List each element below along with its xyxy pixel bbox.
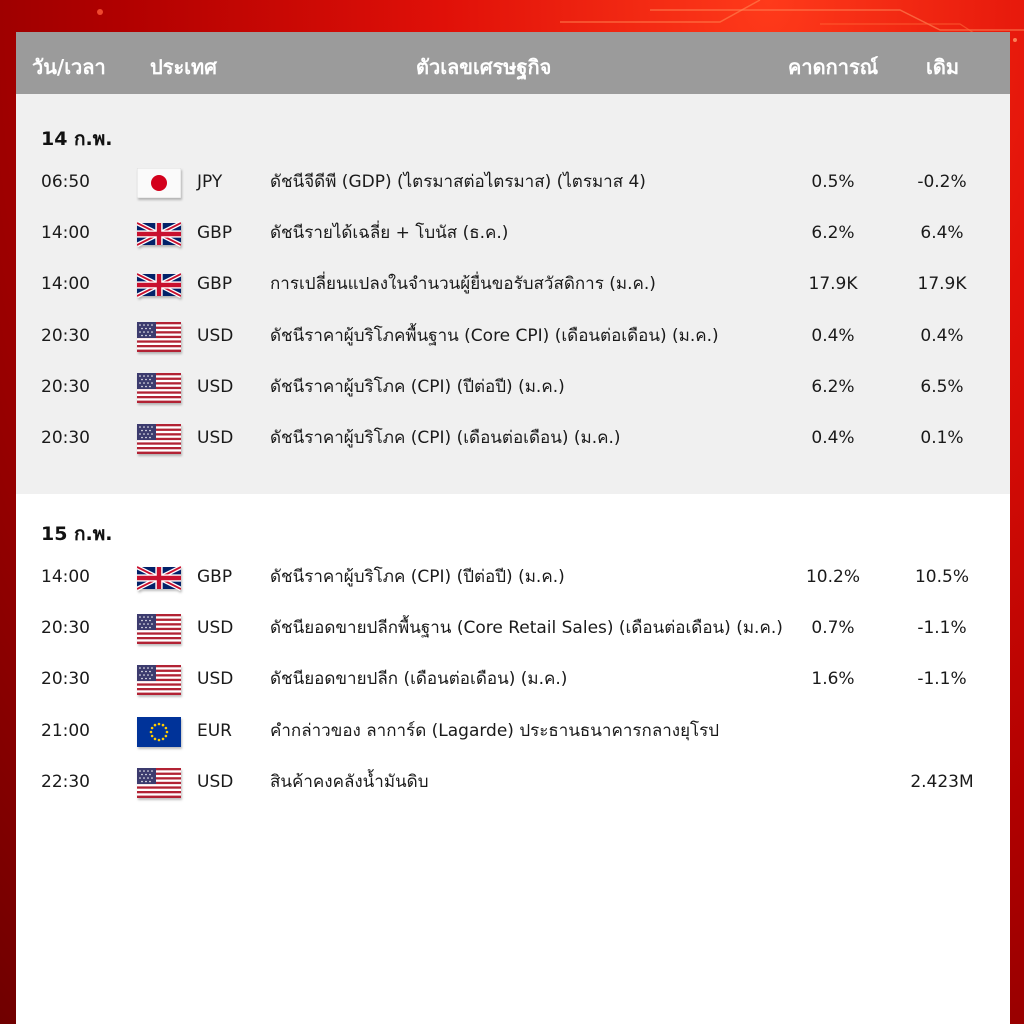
previous-value: 0.1% [920,428,964,448]
us-flag-icon [137,768,181,798]
us-flag-icon [137,665,181,695]
table-row [16,213,1010,253]
forecast-value: 0.7% [811,618,855,639]
table-row [16,557,1010,597]
currency-code: EUR [197,720,232,741]
economic-calendar-card [16,32,1010,1024]
previous-value: 17.9K [917,274,967,295]
section-feb-14 [16,94,1010,494]
event-name: การเปลี่ยนแปลงในจำนวนผู้ยื่นขอรับสวัสดิการ (ม.ค.) [270,274,656,295]
event-name: ดัชนีจีดีพี (GDP) (ไตรมาสต่อไตรมาส) (ไตรมาส 4) [270,172,646,192]
event-time: 14:00 [41,274,90,295]
table-row [16,418,1010,458]
previous-value: 6.4% [920,223,964,244]
event-name: ดัชนีราคาผู้บริโภค (CPI) (ปีต่อปี) (ม.ค.) [270,567,565,587]
currency-code: USD [197,618,234,639]
forecast-value: 6.2% [811,223,855,244]
event-time: 20:30 [41,325,90,346]
header-forecast: คาดการณ์ [788,55,879,79]
currency-code: USD [197,771,234,792]
uk-flag-icon [137,270,181,300]
forecast-value: 0.5% [811,172,855,192]
us-flag-icon [137,614,181,644]
currency-code: USD [197,669,234,690]
forecast-value [783,711,883,751]
event-time: 22:30 [41,771,90,792]
table-row [16,608,1010,648]
section-date: 15 ก.พ. [41,523,113,545]
forecast-value: 10.2% [805,567,860,587]
table-row [16,711,1010,751]
eu-flag-icon [137,717,181,747]
forecast-value: 6.2% [811,376,855,397]
event-time: 21:00 [41,720,90,741]
table-row [16,316,1010,356]
previous-value: -1.1% [917,669,967,690]
currency-code: GBP [197,223,233,244]
event-time: 20:30 [41,428,90,448]
previous-value: 6.5% [920,376,964,397]
section-date: 14 ก.พ. [41,128,113,150]
event-name: ดัชนีรายได้เฉลี่ย + โบนัส (ธ.ค.) [270,223,509,244]
event-time: 14:00 [41,567,90,587]
previous-value: -1.1% [917,618,967,639]
event-name: ดัชนีราคาผู้บริโภค (CPI) (ปีต่อปี) (ม.ค.) [270,376,565,397]
event-name: ดัชนีราคาผู้บริโภคพื้นฐาน (Core CPI) (เดือนต่อเดือน) (ม.ค.) [270,325,719,346]
us-flag-icon [137,424,181,454]
event-time: 20:30 [41,618,90,639]
event-name: ดัชนียอดขายปลีก (เดือนต่อเดือน) (ม.ค.) [270,669,568,690]
forecast-value: 1.6% [811,669,855,690]
previous-value: 10.5% [914,567,969,587]
previous-value: -0.2% [917,172,967,192]
uk-flag-icon [137,563,181,593]
table-row [16,659,1010,699]
event-time: 20:30 [41,669,90,690]
currency-code: GBP [197,274,233,295]
header-datetime: วัน/เวลา [32,55,106,79]
currency-code: GBP [197,567,233,587]
forecast-value: 0.4% [811,325,855,346]
currency-code: USD [197,325,234,346]
header-indicator: ตัวเลขเศรษฐกิจ [416,55,552,79]
section-feb-15 [16,494,1010,1024]
us-flag-icon [137,322,181,352]
uk-flag-icon [137,219,181,249]
forecast-value [783,762,883,802]
jp-flag-icon [137,168,181,198]
table-row [16,162,1010,202]
forecast-value: 0.4% [811,428,855,448]
event-name: สินค้าคงคลังน้ำมันดิบ [270,771,429,792]
event-name: คำกล่าวของ ลาการ์ด (Lagarde) ประธานธนาคารกลางยุโรป [270,720,720,741]
previous-value: 0.4% [920,325,964,346]
header-country: ประเทศ [150,55,217,79]
currency-code: USD [197,428,234,448]
table-header [16,32,1010,94]
event-time: 14:00 [41,223,90,244]
event-name: ดัชนียอดขายปลีกพื้นฐาน (Core Retail Sales) (เดือนต่อเดือน) (ม.ค.) [270,618,783,639]
table-row [16,264,1010,304]
table-row [16,762,1010,802]
us-flag-icon [137,373,181,403]
event-time: 06:50 [41,172,90,192]
previous-value: 2.423M [910,771,974,792]
table-row [16,367,1010,407]
currency-code: JPY [197,172,223,192]
event-time: 20:30 [41,376,90,397]
currency-code: USD [197,376,234,397]
header-previous: เดิม [926,55,960,79]
previous-value [892,711,992,751]
event-name: ดัชนีราคาผู้บริโภค (CPI) (เดือนต่อเดือน) (ม.ค.) [270,428,621,448]
forecast-value: 17.9K [808,274,858,295]
